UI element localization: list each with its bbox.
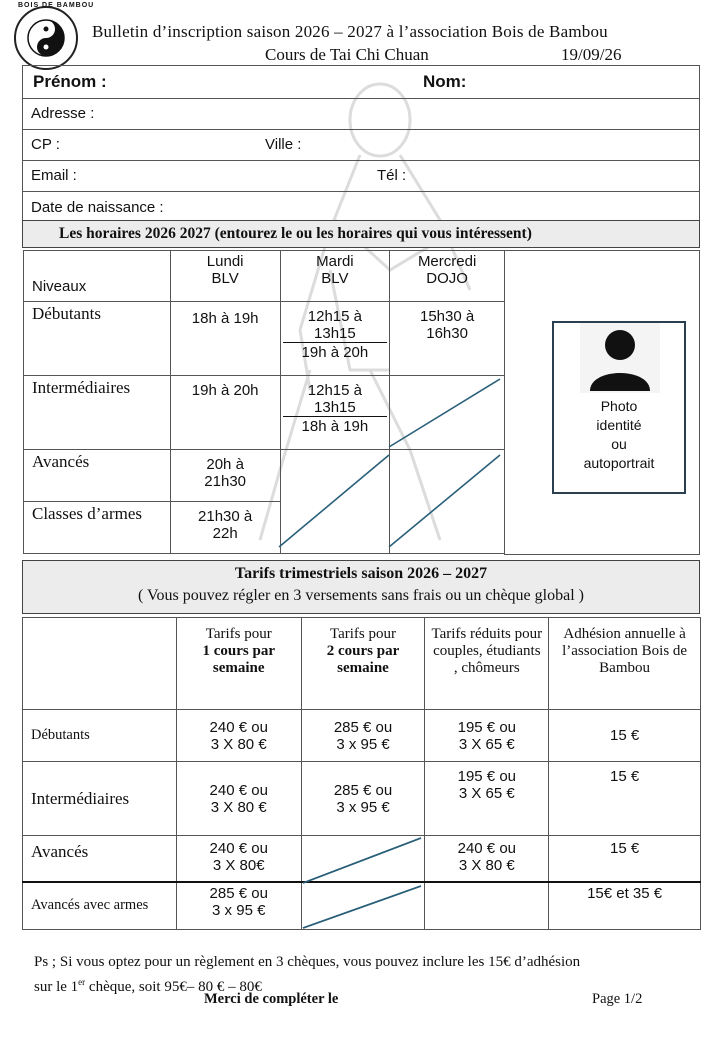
birthdate-field[interactable]: Date de naissance : bbox=[31, 199, 164, 216]
slot-intermediaires-lundi[interactable]: 19h à 20h bbox=[170, 376, 280, 450]
photo-label: Photo identité ou autoportrait bbox=[583, 398, 655, 471]
person-icon bbox=[580, 323, 660, 393]
tarif-avances-1[interactable]: 240 € ou 3 X 80€ bbox=[176, 836, 301, 882]
page-number: Page 1/2 bbox=[592, 991, 643, 1007]
tarif-debutants-1[interactable]: 240 € ou 3 X 80 € bbox=[176, 710, 301, 762]
tarif-intermediaires-reduit[interactable]: 195 € ou 3 X 65 € bbox=[425, 762, 549, 836]
slot-armes-lundi[interactable]: 21h30 à 22h bbox=[170, 502, 280, 554]
tarif-armes-1[interactable]: 285 € ou 3 x 95 € bbox=[176, 882, 301, 930]
level-avances: Avancés bbox=[24, 450, 171, 502]
levels-header: Niveaux bbox=[24, 251, 171, 302]
col-2-cours: Tarifs pour 2 cours par semaine bbox=[301, 618, 425, 710]
day-header-mardi: Mardi BLV bbox=[280, 251, 390, 302]
level-intermediaires: Intermédiaires bbox=[24, 376, 171, 450]
col-reduits: Tarifs réduits pour couples, étudiants , chômeurs bbox=[425, 618, 549, 710]
form-date: 19/09/26 bbox=[561, 45, 622, 64]
logo-text: BOIS DE BAMBOU bbox=[18, 2, 95, 9]
ps-note: Ps ; Si vous optez pour un règlement en 3 chèques, vous pouvez inclure les 15€ d’adhésion sur le 1er chèque, soit 95€– 80 € – 80€ bbox=[34, 954, 581, 995]
cp-field[interactable]: CP : bbox=[31, 136, 60, 153]
tarifs-heading: Tarifs trimestriels saison 2026 – 2027 bbox=[234, 565, 488, 582]
tarif-level-avances: Avancés bbox=[23, 836, 177, 882]
tarif-debutants-adhesion[interactable]: 15 € bbox=[549, 710, 701, 762]
tarif-armes-adhesion[interactable]: 15€ et 35 € bbox=[549, 882, 701, 930]
tarif-intermediaires-1[interactable]: 240 € ou 3 X 80 € bbox=[176, 762, 301, 836]
slot-debutants-lundi[interactable]: 18h à 19h bbox=[170, 302, 280, 376]
tarif-armes-reduit-empty bbox=[425, 882, 549, 930]
strike-line bbox=[389, 379, 500, 447]
strike-line bbox=[389, 455, 500, 547]
tarifs-heading-bar bbox=[22, 560, 700, 614]
slot-debutants-mardi-noon[interactable]: 12h15 à 13h15 bbox=[307, 308, 362, 342]
tarif-debutants-reduit[interactable]: 195 € ou 3 X 65 € bbox=[425, 710, 549, 762]
col-adhesion: Adhésion annuelle à l’association Bois de Bambou bbox=[549, 618, 701, 710]
email-field[interactable]: Email : bbox=[31, 167, 77, 184]
slot-debutants-mardi-evening[interactable]: 19h à 20h bbox=[283, 342, 388, 361]
tel-field[interactable]: Tél : bbox=[377, 167, 407, 184]
col-1-cours: Tarifs pour 1 cours par semaine bbox=[176, 618, 301, 710]
tarifs-corner bbox=[23, 618, 177, 710]
tarifs-subheading: ( Vous pouvez régler en 3 versements sans frais ou un chèque global ) bbox=[138, 587, 584, 604]
ville-field[interactable]: Ville : bbox=[265, 136, 302, 153]
slot-debutants-mercredi[interactable]: 15h30 à 16h30 bbox=[390, 302, 505, 376]
nom-field[interactable]: Nom: bbox=[423, 72, 467, 91]
adresse-field[interactable]: Adresse : bbox=[31, 105, 95, 122]
tarif-avances-2-empty bbox=[301, 836, 425, 882]
prenom-field[interactable]: Prénom : bbox=[33, 72, 107, 91]
slot-intermediaires-mardi-noon[interactable]: 12h15 à 13h15 bbox=[307, 382, 362, 416]
slot-intermediaires-mardi-evening[interactable]: 18h à 19h bbox=[283, 416, 388, 435]
tarif-avances-reduit[interactable]: 240 € ou 3 X 80 € bbox=[425, 836, 549, 882]
tarif-armes-2-empty bbox=[301, 882, 425, 930]
tarif-intermediaires-2[interactable]: 285 € ou 3 x 95 € bbox=[301, 762, 425, 836]
schedule-heading: Les horaires 2026 2027 (entourez le ou les horaires qui vous intéressent) bbox=[59, 225, 532, 242]
tarif-debutants-2[interactable]: 285 € ou 3 x 95 € bbox=[301, 710, 425, 762]
merci-text: Merci de compléter le bbox=[204, 991, 339, 1007]
tarif-intermediaires-adhesion[interactable]: 15 € bbox=[549, 762, 701, 836]
tarif-level-avances-armes: Avancés avec armes bbox=[23, 882, 177, 930]
form-title: Bulletin d’inscription saison 2026 – 2027 à l’association Bois de Bambou bbox=[92, 22, 608, 41]
level-classes-armes: Classes d’armes bbox=[24, 502, 171, 554]
tarif-level-intermediaires: Intermédiaires bbox=[23, 762, 177, 836]
tarif-avances-adhesion[interactable]: 15 € bbox=[549, 836, 701, 882]
day-header-lundi: Lundi BLV bbox=[170, 251, 280, 302]
photo-frame[interactable] bbox=[552, 321, 686, 494]
strike-line bbox=[279, 455, 389, 547]
level-debutants: Débutants bbox=[24, 302, 171, 376]
course-title: Cours de Tai Chi Chuan bbox=[265, 45, 429, 64]
tarif-level-debutants: Débutants bbox=[23, 710, 177, 762]
tarifs-table bbox=[22, 617, 701, 930]
slot-avances-lundi[interactable]: 20h à 21h30 bbox=[170, 450, 280, 502]
day-header-mercredi: Mercredi DOJO bbox=[390, 251, 505, 302]
